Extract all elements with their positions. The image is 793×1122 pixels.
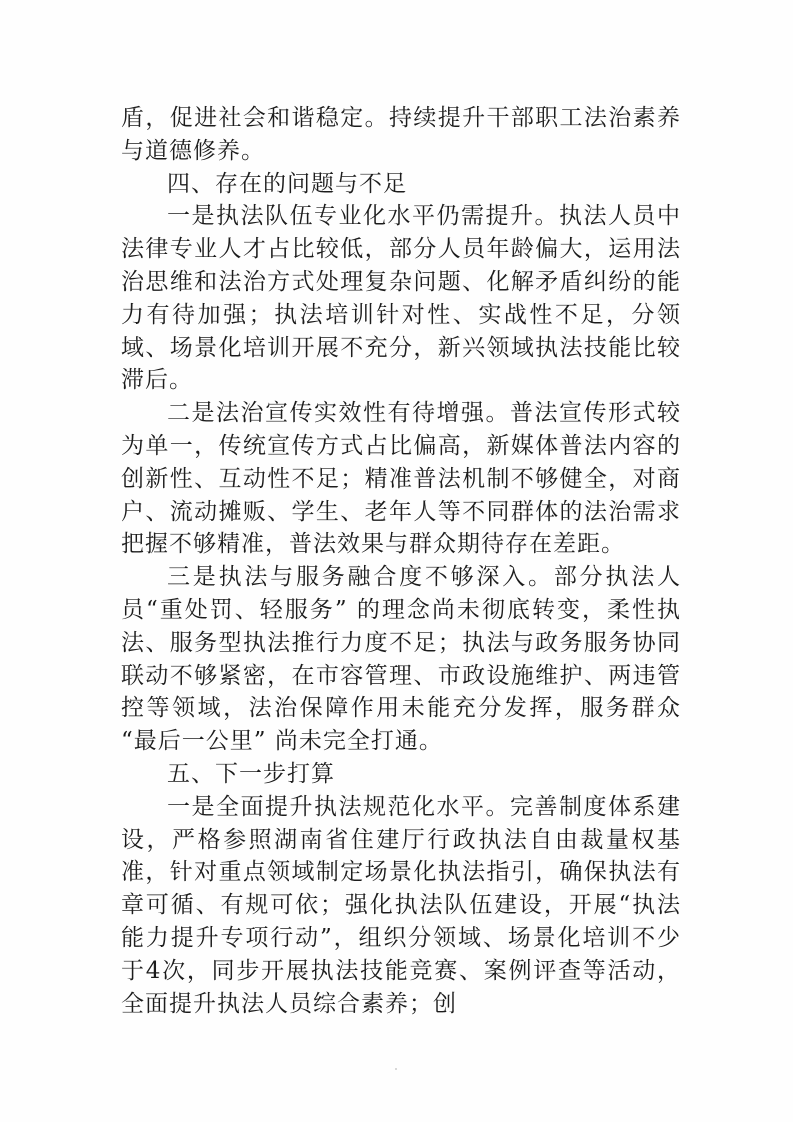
scan-mark xyxy=(395,1068,397,1070)
section-heading-problems: 四、存在的问题与不足 xyxy=(167,170,407,197)
paragraph-plan-1: 一是全面提升执法规范化水平。完善制度体系建设，严格参照湖南省住建厅行政执法自由裁量权基准，针对重点领域制定场景化执法指引，确保执法有章可循、有规可依；强化执法队伍建设，开展“执法能力提升专项行动”，组织分领域、场景化培训不少于4次，同步开展执法技能竞赛、案例评查等活动，全面提升执法人员综合素养；创 xyxy=(121,793,681,1017)
section-heading-next-steps: 五、下一步打算 xyxy=(167,760,335,787)
paragraph-continuation: 盾，促进社会和谐稳定。持续提升干部职工法治素养与道德修养。 xyxy=(121,105,681,164)
paragraph-problem-2: 二是法治宣传实效性有待增强。普法宣传形式较为单一，传统宣传方式占比偏高，新媒体普法内容的创新性、互动性不足；精准普法机制不够健全，对商户、流动摊贩、学生、老年人等不同群体的法治需求把握不够精准，普法效果与群众期待存在差距。 xyxy=(121,400,681,558)
document-body xyxy=(121,102,681,1020)
paragraph-problem-3: 三是执法与服务融合度不够深入。部分执法人员“重处罚、轻服务” 的理念尚未彻底转变，柔性执法、服务型执法推行力度不足；执法与政务服务协同联动不够紧密，在市容管理、市政设施维护、两违管控等领域，法治保障作用未能充分发挥，服务群众 “最后一公里” 尚未完全打通。 xyxy=(121,564,681,755)
paragraph-problem-1: 一是执法队伍专业化水平仍需提升。执法人员中法律专业人才占比较低，部分人员年龄偏大，运用法治思维和法治方式处理复杂问题、化解矛盾纠纷的能力有待加强；执法培训针对性、实战性不足，分领域、场景化培训开展不充分，新兴领域执法技能比较滞后。 xyxy=(121,203,681,394)
